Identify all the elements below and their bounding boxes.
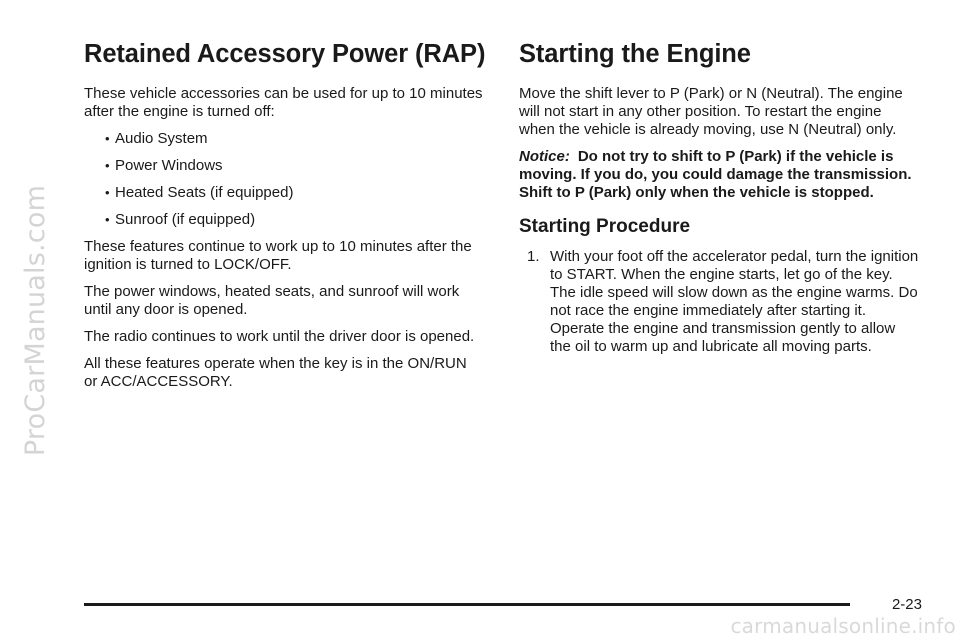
bullet-icon: • [105,131,110,146]
rap-paragraph: These features continue to work up to 10 minutes after the ignition is turned to LOCK/OFF. [84,238,472,273]
notice-label: Notice: [519,148,570,165]
rap-paragraph: All these features operate when the key is in the ON/RUN or ACC/ACCESSORY. [84,355,467,390]
left-column [84,40,484,400]
procedure-steps [519,248,919,356]
list-item [519,248,919,356]
footer-watermark: carmanualsonline.info [730,614,956,638]
rap-paragraph: The power windows, heated seats, and sunroof will work until any door is opened. [84,283,460,318]
list-item: • Power Windows [105,157,223,174]
side-watermark [6,0,66,640]
notice-block [519,148,919,202]
bullet-icon: • [105,185,110,200]
bullet-icon: • [105,158,110,173]
step-number: 1. [527,248,540,265]
step-text: With your foot off the accelerator pedal, turn the ignition to START. When the engine starts, let go of the key. The idle speed will slow down as the engine warms. Do not race the engine immediately after starting it. Operate the engine and transmission gently to allow the oil to warm up and lubricate all moving parts. [550,248,919,355]
page-number: 2-23 [891,596,922,613]
list-item: • Heated Seats (if equipped) [105,184,294,201]
rap-paragraph: The radio continues to work until the driver door is opened. [84,328,475,345]
starting-procedure-heading: Starting Procedure [519,216,691,237]
footer-rule [84,603,850,606]
notice-text: Do not try to shift to P (Park) if the vehicle is moving. If you do, you could damage the transmission. Shift to P (Park) only when the vehicle is stopped. [519,148,912,201]
starting-engine-heading: Starting the Engine [519,40,751,68]
side-watermark-text: ProCarManuals.com [20,184,52,456]
right-column [519,40,919,356]
rap-accessory-list [84,130,484,229]
list-item: • Audio System [105,130,208,147]
starting-engine-intro: Move the shift lever to P (Park) or N (Neutral). The engine will not start in any other position. To restart the engine when the vehicle is already moving, use N (Neutral) only. [519,85,903,138]
rap-intro: These vehicle accessories can be used for up to 10 minutes after the engine is turned off: [84,85,483,120]
list-item: • Sunroof (if equipped) [105,211,256,228]
bullet-icon: • [105,212,110,227]
rap-heading: Retained Accessory Power (RAP) [84,40,486,68]
